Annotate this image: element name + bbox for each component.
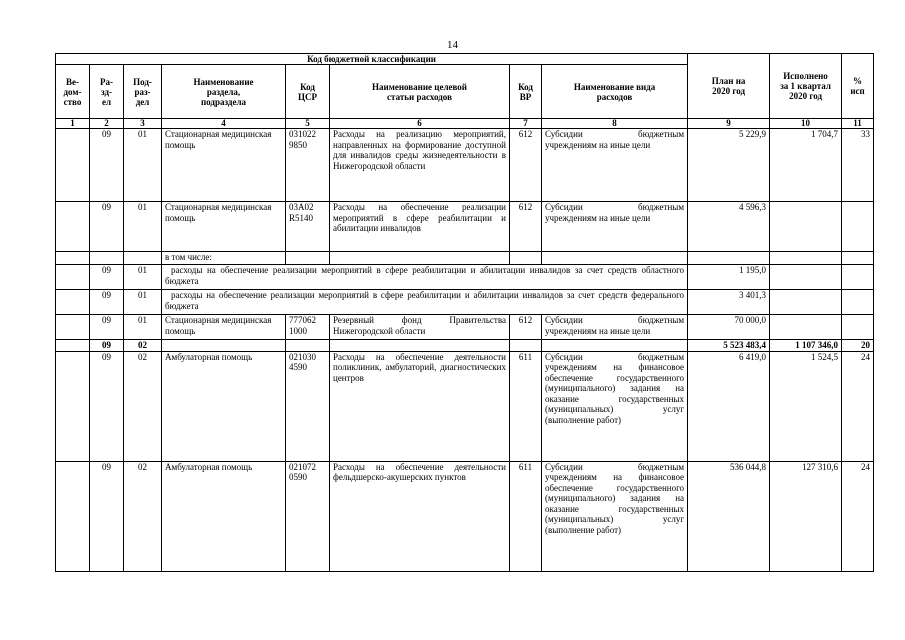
- target-name: Расходы на обеспечение деятельности фельдшерско-акушерских пунктов: [330, 461, 510, 571]
- done-value: 127 310,6: [770, 461, 842, 571]
- done-value: [770, 315, 842, 340]
- col-number: 11: [842, 119, 874, 129]
- table-row: [56, 315, 874, 340]
- subsection-code: 01: [124, 290, 162, 315]
- col-number: 3: [124, 119, 162, 129]
- pct-value: [842, 265, 874, 290]
- done-value: [770, 265, 842, 290]
- department-cell: [56, 351, 90, 461]
- col-number: 1: [56, 119, 90, 129]
- section-code: 09: [90, 129, 124, 202]
- department-cell: [56, 265, 90, 290]
- target-name: Расходы на реализацию мероприятий, направленных на формирование доступной для инвалидов среды жизнедеятельности в Нижегородской области: [330, 129, 510, 202]
- section-code: 09: [90, 461, 124, 571]
- section-code: 09: [90, 202, 124, 252]
- vr-code: 611: [510, 461, 542, 571]
- section-code: 09: [90, 315, 124, 340]
- vr-name: Субсидии бюджетным учреждениям на иные цели: [542, 315, 688, 340]
- plan-value: 4 596,3: [688, 202, 770, 252]
- target-name: Резервный фонд Правительства Нижегородской области: [330, 315, 510, 340]
- table-row: [56, 202, 874, 252]
- table-row: [56, 129, 874, 202]
- subsection-code: 01: [124, 315, 162, 340]
- budget-table: [55, 53, 874, 572]
- csr-code: 021072 0590: [286, 461, 330, 571]
- vr-name: Субсидии бюджетным учреждениям на финансовое обеспечение государственного (муниципального) задания на оказание государственных (муниципальных) услуг (выполнение работ): [542, 351, 688, 461]
- col-header-pct: % исп: [842, 54, 874, 119]
- section-code: 09: [90, 290, 124, 315]
- pct-value: 33: [842, 129, 874, 202]
- note-text: расходы на обеспечение реализации мероприятий в сфере реабилитации и абилитации инвалидов за счет средств областного бюджета: [162, 265, 688, 290]
- vr-code: 611: [510, 351, 542, 461]
- plan-value: 1 195,0: [688, 265, 770, 290]
- pct-value: 24: [842, 461, 874, 571]
- col-header-vr: Код ВР: [510, 65, 542, 119]
- classification-group-header: Код бюджетной классификации: [56, 54, 688, 65]
- plan-value: [688, 252, 770, 265]
- col-header-department: Ве- дом- ство: [56, 65, 90, 119]
- col-header-csr: Код ЦСР: [286, 65, 330, 119]
- target-name: [330, 252, 510, 265]
- vr-name: Субсидии бюджетным учреждениям на финансовое обеспечение государственного (муниципального) задания на оказание государственных (муниципальных) услуг (выполнение работ): [542, 461, 688, 571]
- vr-code: 612: [510, 202, 542, 252]
- pct-value: [842, 315, 874, 340]
- done-value: [770, 252, 842, 265]
- table-row: [56, 351, 874, 461]
- subtotal-row: [56, 340, 874, 352]
- target-name: Расходы на обеспечение реализации мероприятий в сфере реабилитации и абилитации инвалидов: [330, 202, 510, 252]
- subsection-code: 02: [124, 461, 162, 571]
- col-number: 10: [770, 119, 842, 129]
- col-header-subsection: Под- раз- дел: [124, 65, 162, 119]
- done-value: [770, 290, 842, 315]
- section-name: Стационарная медицинская помощь: [162, 315, 286, 340]
- vr-name: Субсидии бюджетным учреждениям на иные цели: [542, 129, 688, 202]
- vr-code: 612: [510, 129, 542, 202]
- vr-code: 612: [510, 315, 542, 340]
- department-cell: [56, 461, 90, 571]
- subsection-code: [124, 252, 162, 265]
- plan-value: 5 229,9: [688, 129, 770, 202]
- plan-value: 70 000,0: [688, 315, 770, 340]
- done-value: [770, 202, 842, 252]
- table-row: [56, 252, 874, 265]
- vr-name: [542, 252, 688, 265]
- target-name: Расходы на обеспечение деятельности поликлиник, амбулаторий, диагностических центров: [330, 351, 510, 461]
- pct-value: [842, 290, 874, 315]
- csr-code: 777062 1000: [286, 315, 330, 340]
- table-row: [56, 461, 874, 571]
- done-value: 1 524,5: [770, 351, 842, 461]
- section-name: [162, 340, 286, 352]
- target-name: [330, 340, 510, 352]
- done-value: 1 704,7: [770, 129, 842, 202]
- department-cell: [56, 252, 90, 265]
- department-cell: [56, 202, 90, 252]
- section-code: 09: [90, 265, 124, 290]
- pct-value: 24: [842, 351, 874, 461]
- vr-name: [542, 340, 688, 352]
- subsection-code: 02: [124, 340, 162, 352]
- section-name: Амбулаторная помощь: [162, 461, 286, 571]
- table-row: [56, 290, 874, 315]
- department-cell: [56, 129, 90, 202]
- col-number: 8: [542, 119, 688, 129]
- col-number: 9: [688, 119, 770, 129]
- note-text: расходы на обеспечение реализации мероприятий в сфере реабилитации и абилитации инвалидов за счет средств федерального бюджета: [162, 290, 688, 315]
- col-number: 7: [510, 119, 542, 129]
- subsection-code: 02: [124, 351, 162, 461]
- pct-value: [842, 252, 874, 265]
- plan-value: 5 523 483,4: [688, 340, 770, 352]
- subsection-code: 01: [124, 129, 162, 202]
- col-header-section: Ра- зд- ел: [90, 65, 124, 119]
- col-header-done: Исполнено за 1 квартал 2020 год: [770, 54, 842, 119]
- csr-code: [286, 340, 330, 352]
- csr-code: [286, 252, 330, 265]
- csr-code: 03А02 R5140: [286, 202, 330, 252]
- section-code: 09: [90, 340, 124, 352]
- col-number: 6: [330, 119, 510, 129]
- pct-value: 20: [842, 340, 874, 352]
- csr-code: 031022 9850: [286, 129, 330, 202]
- col-number: 4: [162, 119, 286, 129]
- vr-code: [510, 340, 542, 352]
- section-code: 09: [90, 351, 124, 461]
- page-number: 14: [447, 39, 458, 51]
- subsection-code: 01: [124, 265, 162, 290]
- section-code: [90, 252, 124, 265]
- done-value: 1 107 346,0: [770, 340, 842, 352]
- section-name: Стационарная медицинская помощь: [162, 129, 286, 202]
- department-cell: [56, 315, 90, 340]
- table-row: [56, 265, 874, 290]
- subsection-code: 01: [124, 202, 162, 252]
- vr-code: [510, 252, 542, 265]
- plan-value: 3 401,3: [688, 290, 770, 315]
- including-label: в том числе:: [162, 252, 286, 265]
- plan-value: 6 419,0: [688, 351, 770, 461]
- csr-code: 021030 4590: [286, 351, 330, 461]
- vr-name: Субсидии бюджетным учреждениям на иные цели: [542, 202, 688, 252]
- pct-value: [842, 202, 874, 252]
- col-header-vr-name: Наименование вида расходов: [542, 65, 688, 119]
- department-cell: [56, 290, 90, 315]
- col-number: 2: [90, 119, 124, 129]
- section-name: Амбулаторная помощь: [162, 351, 286, 461]
- plan-value: 536 044,8: [688, 461, 770, 571]
- col-header-plan: План на 2020 год: [688, 54, 770, 119]
- col-header-section-name: Наименование раздела, подраздела: [162, 65, 286, 119]
- col-header-target-name: Наименование целевой статьи расходов: [330, 65, 510, 119]
- col-number: 5: [286, 119, 330, 129]
- section-name: Стационарная медицинская помощь: [162, 202, 286, 252]
- department-cell: [56, 340, 90, 352]
